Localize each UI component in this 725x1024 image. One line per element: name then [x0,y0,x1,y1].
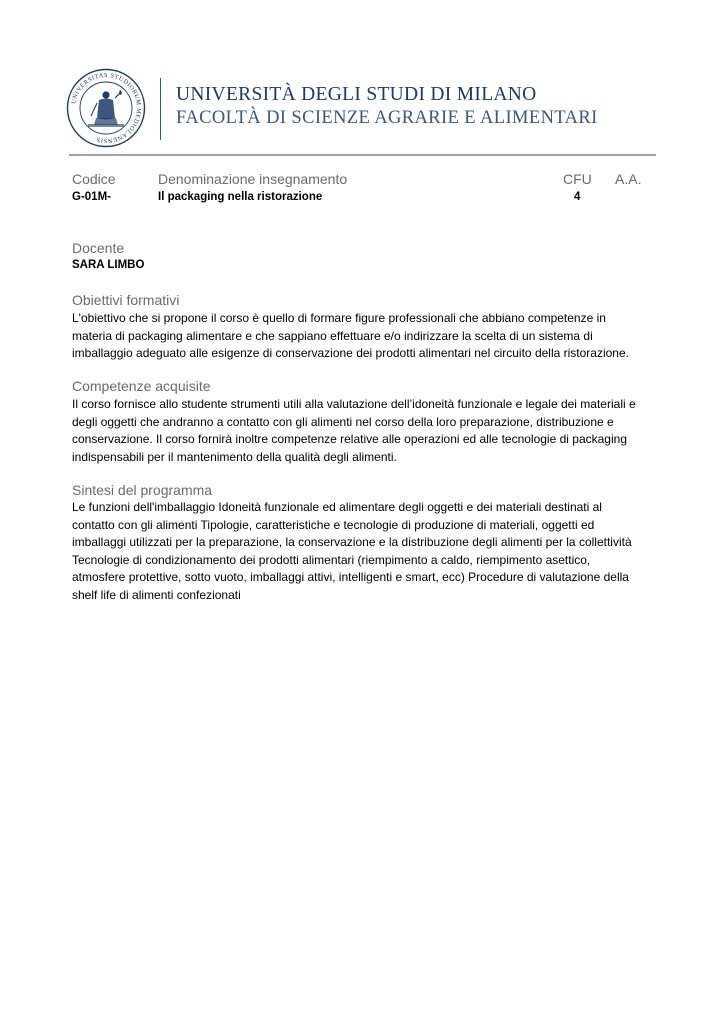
header-rule [69,154,656,156]
header-divider [160,78,161,140]
competenze-line: Il corso fornisce allo studente strumenti utili alla valutazione dell’idoneità funzionale e legale dei materiali e [72,397,636,411]
faculty-name: FACOLTÀ DI SCIENZE AGRARIE E ALIMENTARI [176,108,598,128]
docente-name: SARA LIMBO [72,259,145,271]
course-cfu: 4 [574,191,581,203]
obiettivi-line: materia di packaging alimentare e che sappiano effettuare e/o indirizzare la scelta di un sistema di [72,328,593,343]
university-seal-logo [66,68,146,148]
competenze-line: indispensabili per il mantenimento della qualità degli alimenti. [72,449,397,464]
course-name: Il packaging nella ristorazione [158,191,323,203]
sintesi-text [72,499,657,604]
competenze-heading: Competenze acquisite [72,378,211,394]
obiettivi-heading: Obiettivi formativi [72,292,180,308]
sintesi-line: Tecnologie di condizionamento dei prodotti alimentari (riempimento a caldo, riempimento asettico, [72,552,591,567]
obiettivi-line: imballaggio adeguato alle esigenze di conservazione dei prodotti alimentari nel circuito della ristorazione. [72,346,629,360]
academic-year-label: A.A. [615,171,642,187]
sintesi-line: contatto con gli alimenti Tipologie, caratteristiche e tecnologie di produzione di materiali, oggetti ed [72,517,595,532]
sintesi-line: imballaggi utilizzati per la preparazione, la conservazione e la distribuzione degli alimenti per la collettività [72,535,632,549]
svg-text:UNIVERSITAS STUDIORUM MEDIOLAN: UNIVERSITAS STUDIORUM MEDIOLANENSIS [70,71,143,145]
course-name-label: Denominazione insegnamento [158,171,348,187]
obiettivi-line: L'obiettivo che si propone il corso è quello di formare figure professionali che abbiano competenze in [72,311,606,325]
letterhead [66,68,656,148]
competenze-line: conservazione. Il corso fornirà inoltre competenze relative alle operazioni ed alle tecnologie di packaging [72,432,627,446]
sintesi-heading: Sintesi del programma [72,482,213,498]
docente-heading: Docente [72,240,125,256]
course-code: G-01M- [72,191,111,203]
university-name: UNIVERSITÀ DEGLI STUDI DI MILANO [176,84,537,105]
sintesi-line: atmosfere protettive, sotto vuoto, imballaggi attivi, intelligenti e smart, ecc) Procedure di valutazione della [72,570,629,584]
sintesi-line: shelf life di alimenti confezionati [72,587,241,602]
competenze-line: degli oggetti che andranno a contatto con gli alimenti nel corso della loro preparazione, distribuzione e [72,414,614,429]
competenze-text [72,396,657,466]
obiettivi-text [72,310,657,363]
code-label: Codice [72,171,116,187]
sintesi-line: Le funzioni dell'imballaggio Idoneità funzionale ed alimentare degli oggetti e dei materiali destinati al [72,500,602,514]
cfu-label: CFU [563,171,592,187]
